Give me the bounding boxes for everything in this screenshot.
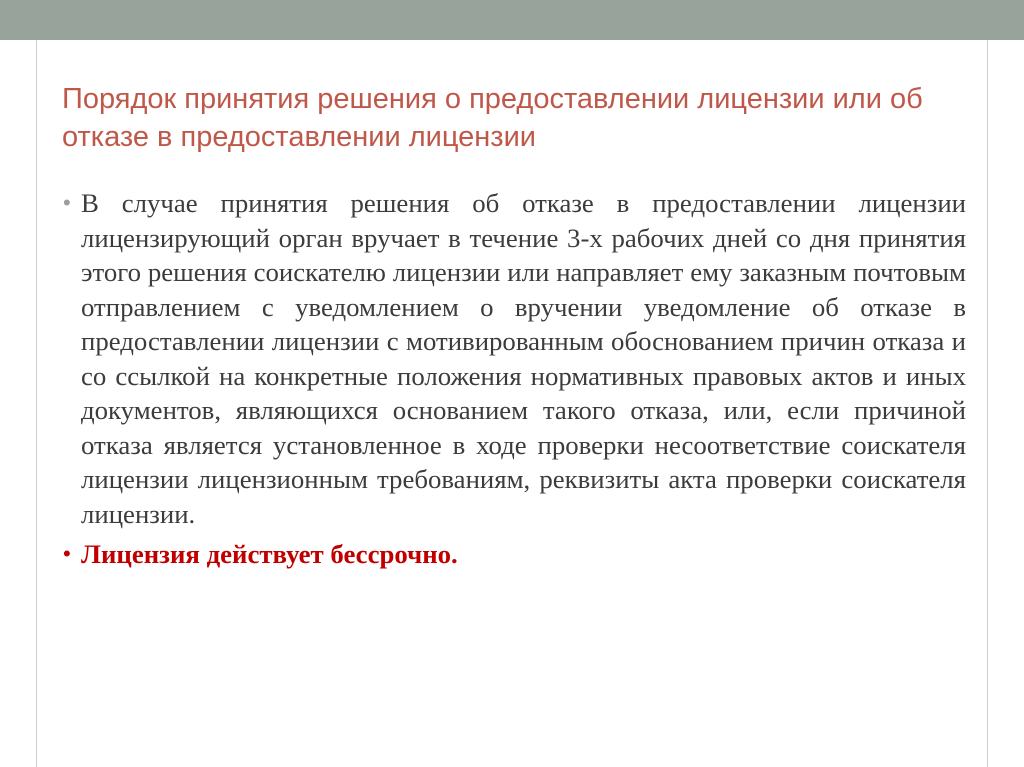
bullet-item-license-validity bbox=[62, 537, 966, 572]
top-band bbox=[0, 0, 1024, 40]
left-divider bbox=[36, 40, 37, 767]
slide-title: Порядок принятия решения о предоставлении лицензии или об отказе в предоставлении лицензии bbox=[62, 83, 923, 153]
bullet-icon: • bbox=[63, 190, 71, 215]
bullet-icon: • bbox=[63, 541, 71, 566]
bullet-list bbox=[62, 186, 966, 572]
bullet-text: В случае принятия решения об отказе в предоставлении лицензии лицензирующий орган вручает в течение 3-х рабочих дней со дня принятия этого решения соискателю лицензии или направляет ему заказным почтовым отправлением с уведомлением о вручении уведомление об отказе в предоставлении лицензии с мотивированным обоснованием причин отказа и со ссылкой на конкретные положения нормативных правовых актов и иных документов, являющихся основанием такого отказа, или, если причиной отказа является установленное в ходе проверки несоответствие соискателя лицензии лицензионным требованиям, реквизиты акта проверки соискателя лицензии. bbox=[81, 188, 966, 529]
bullet-text-emphasis: Лицензия действует бессрочно. bbox=[81, 539, 458, 569]
bullet-item-refusal bbox=[62, 186, 966, 531]
right-divider bbox=[987, 40, 988, 767]
